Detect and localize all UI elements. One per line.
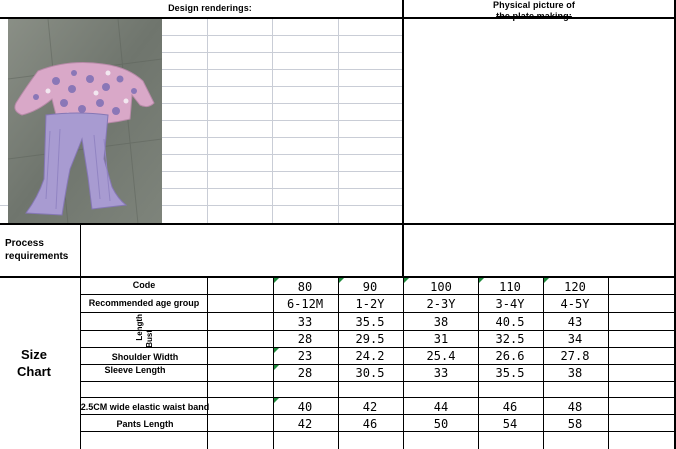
table-cell: 32.5 [495, 332, 525, 346]
row-label-age-group: Recommended age group [88, 298, 200, 308]
table-cell: 33 [433, 366, 449, 380]
table-cell: 29.5 [355, 332, 385, 346]
table-cell: 2-3Y [426, 297, 456, 311]
size-chart-label: Size Chart [17, 347, 51, 379]
table-cell: 25.4 [426, 349, 456, 363]
table-cell: 4-5Y [560, 297, 590, 311]
table-cell: 48 [567, 400, 583, 414]
table-cell: 50 [433, 417, 449, 431]
physical-picture-label-line2: the plate making: [496, 11, 572, 21]
table-cell: 27.8 [560, 349, 590, 363]
table-cell: 35.5 [355, 315, 385, 329]
table-cell: 3-4Y [495, 297, 525, 311]
table-cell: 26.6 [495, 349, 525, 363]
table-cell: 40.5 [495, 315, 525, 329]
table-cell: 44 [433, 400, 449, 414]
table-cell: 42 [297, 417, 313, 431]
code-value: 110 [499, 280, 521, 294]
table-cell: 24.2 [355, 349, 385, 363]
process-requirements-label: Process requirements [5, 238, 69, 262]
table-cell: 40 [297, 400, 313, 414]
code-value: 100 [430, 280, 452, 294]
row-label-pants-length: Pants Length [116, 419, 174, 429]
table-cell: 33 [297, 315, 313, 329]
physical-picture-label-line1: Physical picture of [493, 0, 575, 10]
table-cell: 6-12M [286, 297, 324, 311]
table-cell: 1-2Y [355, 297, 385, 311]
row-label-length: Length [135, 314, 144, 341]
table-cell: 28 [297, 366, 313, 380]
table-cell: 38 [433, 315, 449, 329]
row-label-sleeve-length: Sleeve Length [104, 365, 166, 375]
code-value: 120 [564, 280, 586, 294]
table-cell: 28 [297, 332, 313, 346]
table-cell: 38 [567, 366, 583, 380]
table-cell: 34 [567, 332, 583, 346]
code-value: 90 [362, 280, 378, 294]
table-cell: 31 [433, 332, 449, 346]
row-label-bust: Bust [145, 330, 154, 348]
design-rendering-image [8, 19, 162, 224]
table-cell: 46 [362, 417, 378, 431]
design-renderings-label: Design renderings: [168, 3, 252, 13]
table-cell: 30.5 [355, 366, 385, 380]
code-value: 80 [297, 280, 313, 294]
table-cell: 46 [502, 400, 518, 414]
table-cell: 35.5 [495, 366, 525, 380]
table-cell: 58 [567, 417, 583, 431]
table-cell: 54 [502, 417, 518, 431]
row-label-shoulder-width: Shoulder Width [111, 352, 179, 362]
table-cell: 23 [297, 349, 313, 363]
table-cell: 43 [567, 315, 583, 329]
row-label-waist-band: 2.5CM wide elastic waist band [80, 402, 210, 412]
table-cell: 42 [362, 400, 378, 414]
code-label: Code [132, 280, 156, 290]
